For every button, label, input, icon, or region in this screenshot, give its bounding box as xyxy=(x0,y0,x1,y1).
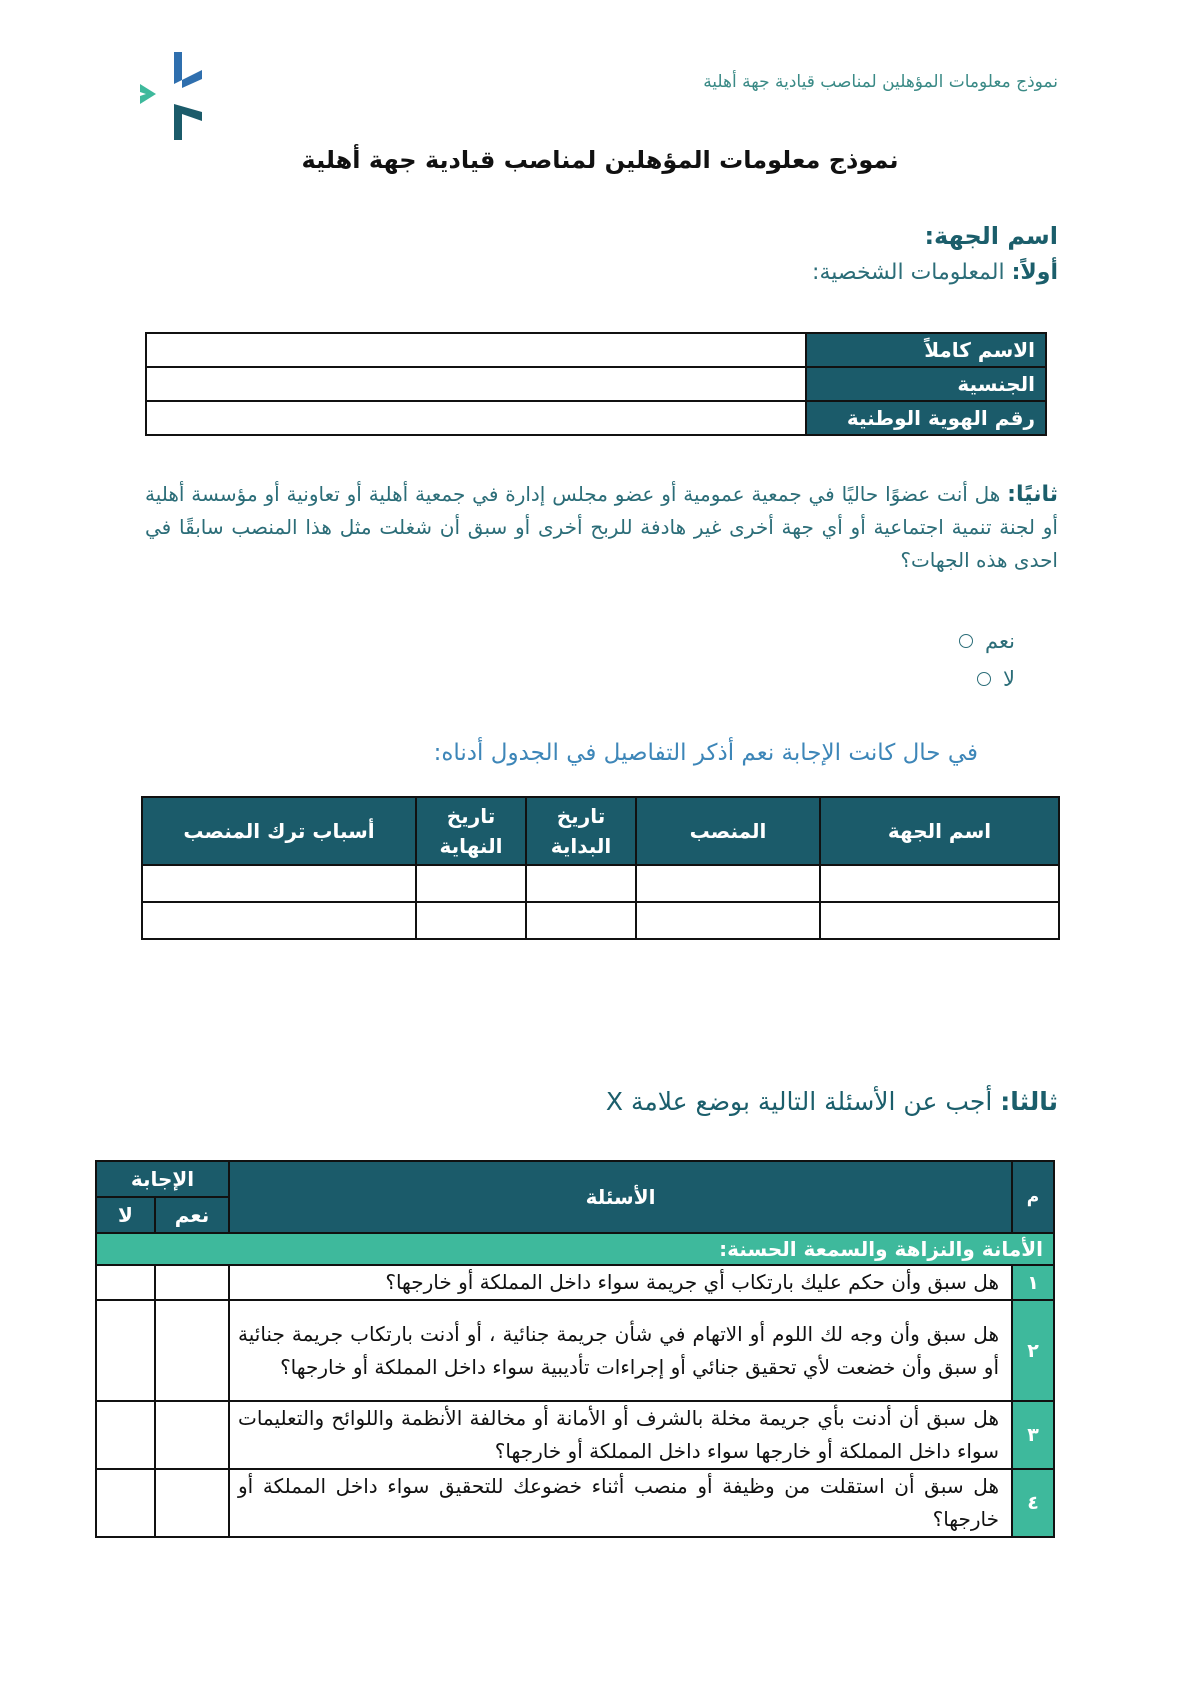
table-cell[interactable] xyxy=(636,902,820,939)
option-yes[interactable] xyxy=(959,622,1015,660)
col-end-date-l1: تاريخ xyxy=(446,804,496,828)
question-row xyxy=(96,1469,1054,1537)
questions-table xyxy=(95,1160,1055,1538)
option-yes-label: نعم xyxy=(985,629,1015,653)
table-header-row xyxy=(142,797,1059,865)
section2-prefix: ثانيًا: xyxy=(1007,482,1058,507)
col-no: لا xyxy=(96,1197,155,1233)
col-end-date xyxy=(416,797,526,865)
option-no[interactable] xyxy=(959,660,1015,698)
national-id-label: رقم الهوية الوطنية xyxy=(806,401,1046,435)
question-text: هل سبق أن أدنت بأي جريمة مخلة بالشرف أو الأمانة أو مخالفة الأنظمة واللوائح والتعليمات سواء داخل المملكة أو خارجها سواء داخل المملكة أو خارجها؟ xyxy=(229,1401,1012,1469)
section1-prefix: أولاً: xyxy=(1011,260,1058,285)
full-name-label: الاسم كاملاً xyxy=(806,333,1046,367)
col-number: م xyxy=(1012,1161,1054,1233)
question-text: هل سبق أن استقلت من وظيفة أو منصب أثناء خضوعك للتحقيق سواء داخل المملكة أو خارجها؟ xyxy=(229,1469,1012,1537)
nationality-label: الجنسية xyxy=(806,367,1046,401)
section1-title: المعلومات الشخصية: xyxy=(812,260,1005,285)
radio-circle-icon[interactable] xyxy=(977,672,991,686)
question-number: ٣ xyxy=(1012,1401,1054,1469)
question-number: ٢ xyxy=(1012,1300,1054,1401)
section1-heading xyxy=(812,260,1058,285)
table-header-row xyxy=(96,1161,1054,1197)
membership-options xyxy=(959,622,1015,698)
col-entity: اسم الجهة xyxy=(820,797,1059,865)
table-cell[interactable] xyxy=(636,865,820,902)
answer-yes-box[interactable] xyxy=(155,1401,229,1469)
personal-info-table xyxy=(145,332,1047,436)
answer-no-box[interactable] xyxy=(96,1469,155,1537)
org-name-label: اسم الجهة: xyxy=(924,222,1058,250)
category-row xyxy=(96,1233,1054,1265)
table-row xyxy=(142,902,1059,939)
table-row xyxy=(142,865,1059,902)
details-note: في حال كانت الإجابة نعم أذكر التفاصيل في الجدول أدناه: xyxy=(433,740,978,766)
section3-title: أجب عن الأسئلة التالية بوضع علامة X xyxy=(605,1087,993,1116)
col-answer: الإجابة xyxy=(96,1161,229,1197)
answer-no-box[interactable] xyxy=(96,1265,155,1300)
col-yes: نعم xyxy=(155,1197,229,1233)
question-number: ١ xyxy=(1012,1265,1054,1300)
option-no-label: لا xyxy=(1003,667,1015,691)
section2-question xyxy=(145,478,1058,577)
category-label: الأمانة والنزاهة والسمعة الحسنة: xyxy=(96,1233,1054,1265)
answer-yes-box[interactable] xyxy=(155,1469,229,1537)
answer-yes-box[interactable] xyxy=(155,1265,229,1300)
page-title: نموذج معلومات المؤهلين لمناصب قيادية جهة أهلية xyxy=(301,146,899,174)
question-row xyxy=(96,1265,1054,1300)
table-row xyxy=(146,367,1046,401)
positions-table xyxy=(141,796,1060,940)
col-start-date-l1: تاريخ xyxy=(556,804,606,828)
table-cell[interactable] xyxy=(142,902,416,939)
table-cell[interactable] xyxy=(526,902,636,939)
answer-no-box[interactable] xyxy=(96,1300,155,1401)
section3-heading xyxy=(606,1087,1058,1116)
table-cell[interactable] xyxy=(416,902,526,939)
col-start-date-l2: البداية xyxy=(550,834,612,858)
answer-yes-box[interactable] xyxy=(155,1300,229,1401)
answer-no-box[interactable] xyxy=(96,1401,155,1469)
table-cell[interactable] xyxy=(142,865,416,902)
logo-icon xyxy=(136,50,208,142)
col-position: المنصب xyxy=(636,797,820,865)
col-reasons: أسباب ترك المنصب xyxy=(142,797,416,865)
table-row xyxy=(146,333,1046,367)
question-text: هل سبق وأن وجه لك اللوم أو الاتهام في شأن جريمة جنائية ، أو أدنت بارتكاب جريمة جنائية أو سبق وأن خضعت لأي تحقيق جنائي أو إجراءات تأديبية سواء داخل المملكة أو خارجها؟ xyxy=(229,1300,1012,1401)
radio-circle-icon[interactable] xyxy=(959,634,973,648)
question-text: هل سبق وأن حكم عليك بارتكاب أي جريمة سواء داخل المملكة أو خارجها؟ xyxy=(229,1265,1012,1300)
question-number: ٤ xyxy=(1012,1469,1054,1537)
col-end-date-l2: النهاية xyxy=(439,834,503,858)
question-row xyxy=(96,1300,1054,1401)
national-id-field[interactable] xyxy=(146,401,806,435)
table-cell[interactable] xyxy=(526,865,636,902)
table-cell[interactable] xyxy=(820,902,1059,939)
table-cell[interactable] xyxy=(820,865,1059,902)
running-header: نموذج معلومات المؤهلين لمناصب قيادية جهة أهلية xyxy=(703,72,1058,92)
section3-prefix: ثالثا: xyxy=(1000,1087,1058,1116)
full-name-field[interactable] xyxy=(146,333,806,367)
col-questions: الأسئلة xyxy=(229,1161,1012,1233)
table-row xyxy=(146,401,1046,435)
nationality-field[interactable] xyxy=(146,367,806,401)
section2-question-text: هل أنت عضوًا حاليًا في جمعية عمومية أو عضو مجلس إدارة في جمعية أهلية أو تعاونية أو مؤسسة أهلية أو لجنة تنمية اجتماعية أو أي جهة أخرى غير هادفة للربح أخرى أو سبق أن شغلت مثل هذا المنصب سابقًا في احدى هذه الجهات؟ xyxy=(145,482,1058,572)
table-cell[interactable] xyxy=(416,865,526,902)
question-row xyxy=(96,1401,1054,1469)
col-start-date xyxy=(526,797,636,865)
